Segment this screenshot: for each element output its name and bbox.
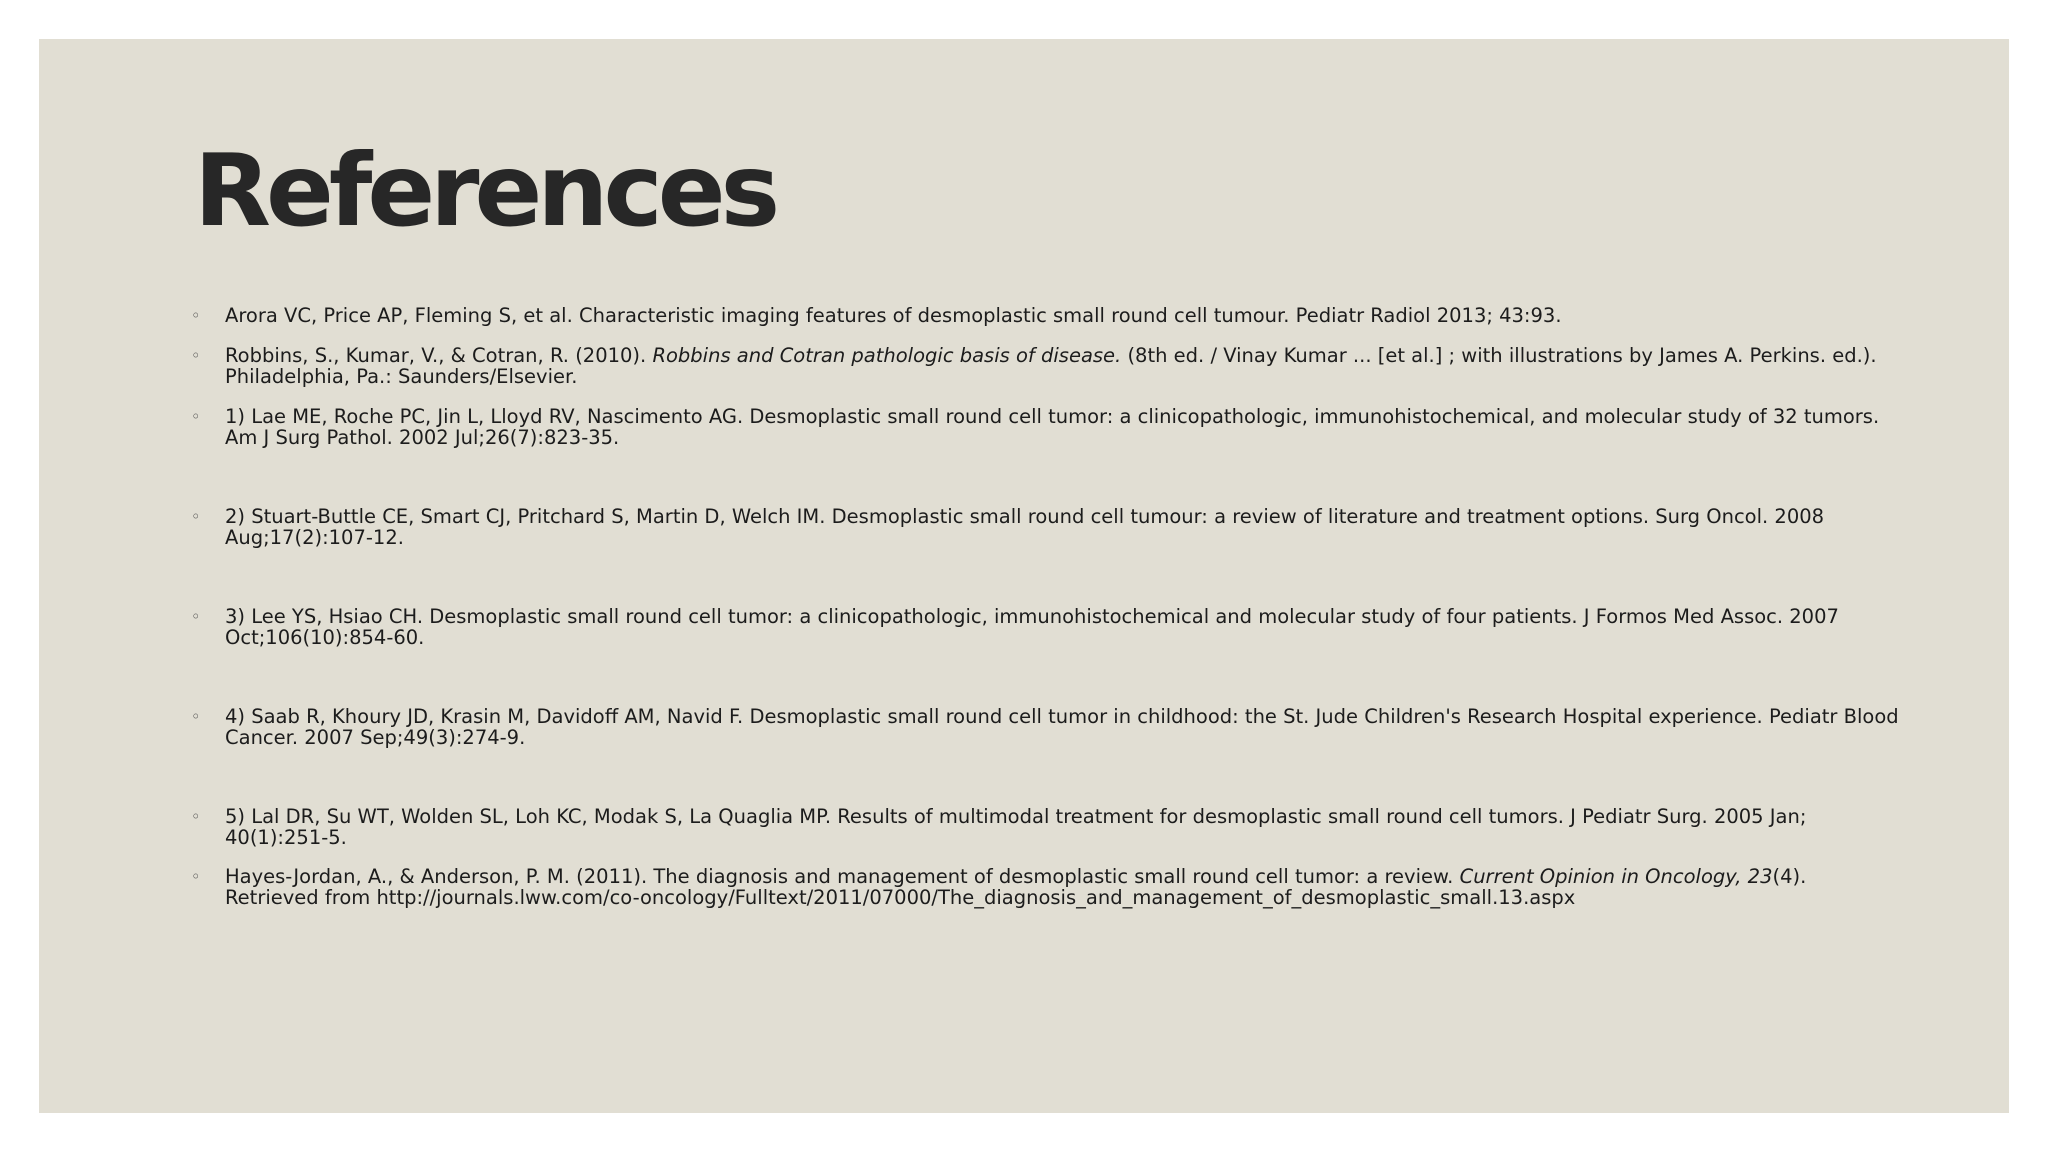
reference-segment: 1) Lae ME, Roche PC, Jin L, Lloyd RV, Nascimento AG. Desmoplastic small round cell tumor: a clinicopathologic, immunohistochemical, and molecular study of 32 tumors. Am J Surg Pathol. 2002 Jul;26(7):823-35.: [225, 405, 1880, 449]
reference-text: [225, 705, 1899, 749]
reference-segment: Robbins, S., Kumar, V., & Cotran, R. (2010).: [225, 344, 653, 367]
reference-text: [225, 865, 1806, 909]
reference-text: [225, 505, 1824, 549]
bullet-icon: ◦: [191, 346, 201, 365]
reference-segment: 5) Lal DR, Su WT, Wolden SL, Loh KC, Modak S, La Quaglia MP. Results of multimodal treatment for desmoplastic small round cell tumors. J Pediatr Surg. 2005 Jan; 40(1):251-5.: [225, 805, 1807, 849]
reference-text: [225, 344, 1877, 388]
bullet-icon: ◦: [191, 607, 201, 626]
reference-text: [225, 605, 1839, 649]
reference-segment: Hayes-Jordan, A., & Anderson, P. M. (2011). The diagnosis and management of desmoplastic small round cell tumor: a review.: [225, 865, 1460, 888]
bullet-icon: ◦: [191, 807, 201, 826]
reference-item: [191, 304, 1905, 327]
bullet-icon: ◦: [191, 306, 201, 325]
reference-item: [191, 705, 1905, 749]
bullet-icon: ◦: [191, 707, 201, 726]
reference-segment: 2) Stuart-Buttle CE, Smart CJ, Pritchard S, Martin D, Welch IM. Desmoplastic small round cell tumour: a review of literature and treatment options. Surg Oncol. 2008 Aug;17(2):107-12.: [225, 505, 1825, 549]
reference-segment: (4). Retrieved from http://journals.lww.com/co-oncology/Fulltext/2011/07000/The_diagnosis_and_management_of_desmoplastic_small.13.aspx: [225, 865, 1807, 909]
bullet-icon: ◦: [191, 407, 201, 426]
reference-item: [191, 344, 1905, 388]
reference-text: [225, 805, 1806, 849]
slide: [39, 39, 2009, 1113]
bullet-icon: ◦: [191, 507, 201, 526]
reference-segment: (8th ed. / Vinay Kumar ... [et al.] ; with illustrations by James A. Perkins. ed.). Philadelphia, Pa.: Saunders/Elsevier.: [225, 344, 1877, 388]
reference-text: [225, 304, 1562, 327]
reference-item: [191, 805, 1905, 849]
bullet-icon: ◦: [191, 867, 201, 886]
reference-list: [39, 39, 2009, 1113]
reference-item: [191, 405, 1905, 449]
slide-title: References: [194, 132, 776, 249]
reference-segment: 4) Saab R, Khoury JD, Krasin M, Davidoff AM, Navid F. Desmoplastic small round cell tumor in childhood: the St. Jude Children's Research Hospital experience. Pediatr Blood Cancer. 2007 Sep;49(3):274-9.: [225, 705, 1899, 749]
reference-italic-segment: Robbins and Cotran pathologic basis of disease.: [652, 344, 1122, 367]
reference-segment: Arora VC, Price AP, Fleming S, et al. Characteristic imaging features of desmoplastic small round cell tumour. Pediatr Radiol 2013; 43:93.: [225, 304, 1562, 327]
reference-item: [191, 505, 1905, 549]
reference-item: [191, 605, 1905, 649]
reference-item: [191, 865, 1905, 909]
reference-italic-segment: Current Opinion in Oncology, 23: [1459, 865, 1773, 888]
reference-segment: 3) Lee YS, Hsiao CH. Desmoplastic small round cell tumor: a clinicopathologic, immunohistochemical and molecular study of four patients. J Formos Med Assoc. 2007 Oct;106(10):854-60.: [225, 605, 1839, 649]
reference-text: [225, 405, 1879, 449]
